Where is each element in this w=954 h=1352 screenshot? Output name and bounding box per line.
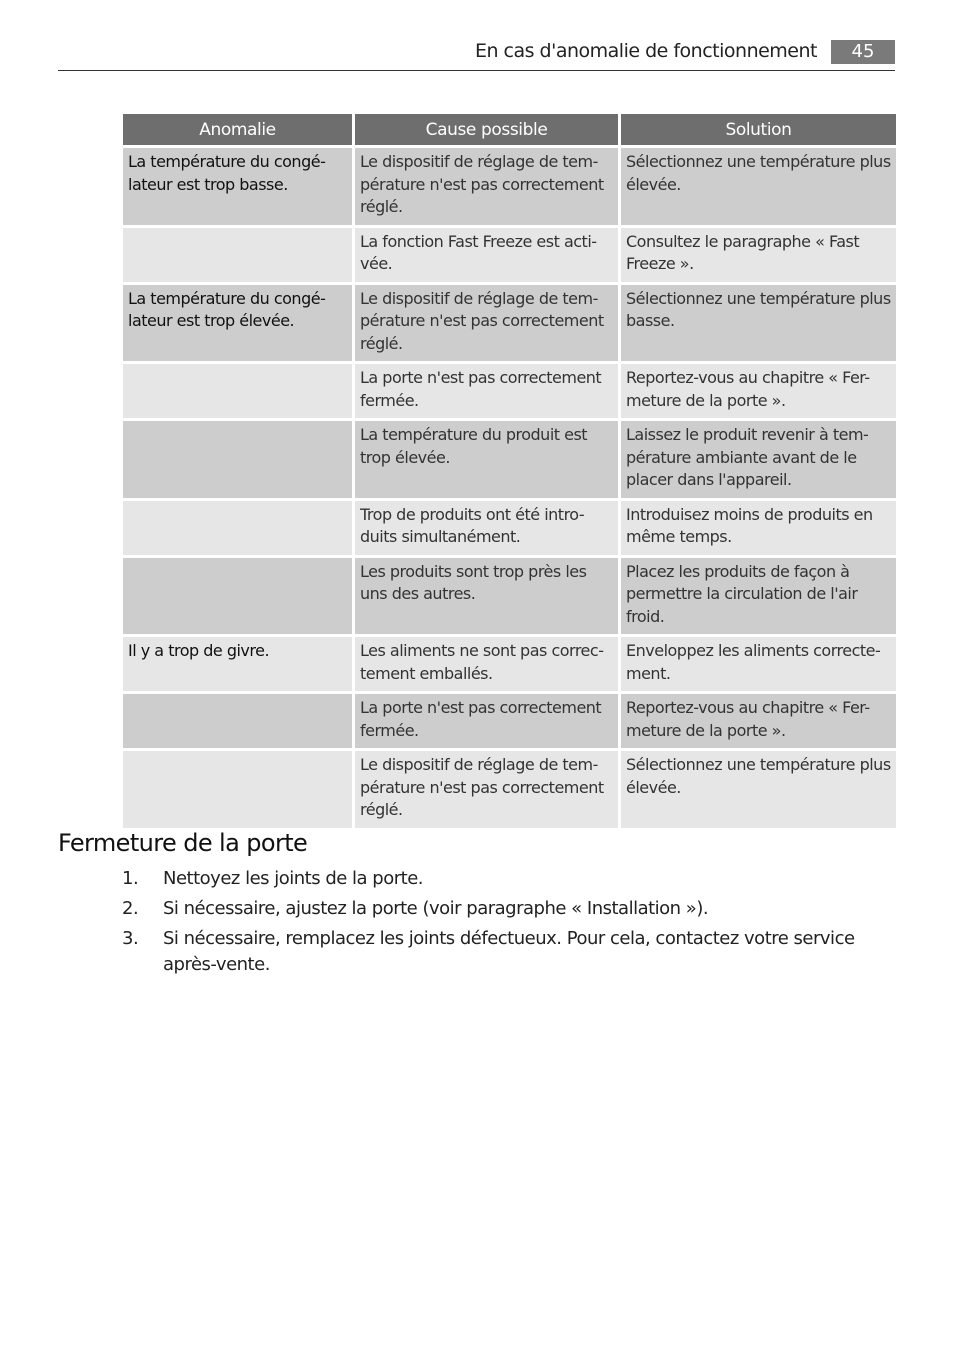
table-row <box>123 421 896 498</box>
anomaly-cell <box>123 751 352 828</box>
table-row <box>123 228 896 282</box>
solution-cell: Enveloppez les aliments correcte-ment. <box>621 637 896 691</box>
table-row <box>123 751 896 828</box>
table-row <box>123 501 896 555</box>
solution-cell: Reportez-vous au chapitre « Fer-meture de la porte ». <box>621 364 896 418</box>
anomaly-cell <box>123 501 352 555</box>
cause-cell: La température du produit est trop élevée. <box>355 421 618 498</box>
table-row <box>123 364 896 418</box>
column-header-anomaly: Anomalie <box>123 114 352 145</box>
anomaly-cell <box>123 421 352 498</box>
table-header-row <box>123 114 896 145</box>
solution-cell: Consultez le paragraphe « Fast Freeze ». <box>621 228 896 282</box>
list-item <box>0 896 900 922</box>
running-header <box>58 38 895 71</box>
table-row <box>123 148 896 225</box>
cause-cell: La fonction Fast Freeze est acti-vée. <box>355 228 618 282</box>
page-number: 45 <box>831 40 895 64</box>
troubleshooting-table <box>120 111 899 831</box>
running-header-title: En cas d'anomalie de fonctionnement <box>474 40 817 62</box>
section-heading: Fermeture de la porte <box>58 829 308 857</box>
cause-cell: La porte n'est pas correctement fermée. <box>355 694 618 748</box>
list-item <box>0 926 900 978</box>
table-row <box>123 637 896 691</box>
column-header-cause: Cause possible <box>355 114 618 145</box>
list-item <box>0 866 900 892</box>
table-row <box>123 558 896 635</box>
steps-list <box>0 866 900 982</box>
step-text: Si nécessaire, ajustez la porte (voir paragraphe « Installation »). <box>163 898 709 919</box>
column-header-solution: Solution <box>621 114 896 145</box>
table-row <box>123 694 896 748</box>
cause-cell: La porte n'est pas correctement fermée. <box>355 364 618 418</box>
solution-cell: Sélectionnez une température plus élevée. <box>621 148 896 225</box>
anomaly-cell: La température du congé-lateur est trop élevée. <box>123 285 352 362</box>
anomaly-cell: La température du congé-lateur est trop basse. <box>123 148 352 225</box>
cause-cell: Les produits sont trop près les uns des autres. <box>355 558 618 635</box>
anomaly-cell <box>123 694 352 748</box>
anomaly-cell <box>123 364 352 418</box>
step-number: 3. <box>122 928 139 949</box>
solution-cell: Sélectionnez une température plus élevée. <box>621 751 896 828</box>
anomaly-cell <box>123 558 352 635</box>
solution-cell: Placez les produits de façon à permettre la circulation de l'air froid. <box>621 558 896 635</box>
solution-cell: Laissez le produit revenir à tem-pérature ambiante avant de le placer dans l'appareil. <box>621 421 896 498</box>
cause-cell: Le dispositif de réglage de tem-pérature n'est pas correctement réglé. <box>355 148 618 225</box>
cause-cell: Les aliments ne sont pas correc-tement emballés. <box>355 637 618 691</box>
cause-cell: Le dispositif de réglage de tem-pérature n'est pas correctement réglé. <box>355 285 618 362</box>
solution-cell: Sélectionnez une température plus basse. <box>621 285 896 362</box>
step-number: 2. <box>122 898 139 919</box>
cause-cell: Le dispositif de réglage de tem-pérature n'est pas correctement réglé. <box>355 751 618 828</box>
step-number: 1. <box>122 868 139 889</box>
solution-cell: Introduisez moins de produits en même temps. <box>621 501 896 555</box>
cause-cell: Trop de produits ont été intro-duits simultanément. <box>355 501 618 555</box>
anomaly-cell <box>123 228 352 282</box>
table-row <box>123 285 896 362</box>
solution-cell: Reportez-vous au chapitre « Fer-meture de la porte ». <box>621 694 896 748</box>
anomaly-cell: Il y a trop de givre. <box>123 637 352 691</box>
step-text: Si nécessaire, remplacez les joints défectueux. Pour cela, contactez votre service après-vente. <box>163 928 855 975</box>
step-text: Nettoyez les joints de la porte. <box>163 868 423 889</box>
